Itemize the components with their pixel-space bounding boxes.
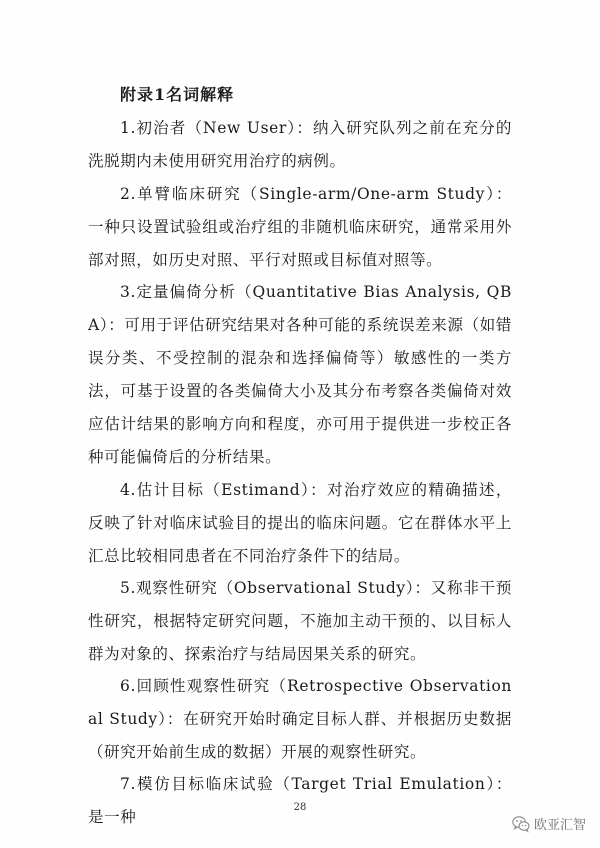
entry-term: 1.初治者（New User）： [120, 119, 313, 137]
watermark [512, 814, 586, 833]
appendix-title: 附录1名词解释 [120, 85, 235, 104]
entry-definition: 是一种 [88, 808, 137, 826]
glossary-entry [88, 572, 512, 671]
glossary-entry [88, 178, 512, 277]
entry-definition: 可用于评估研究结果对各种可能的系统误差来源（如错误分类、不受控制的混杂和选择偏倚等）敏感性的一类方法，可基于设置的各类偏倚大小及其分布考察各类偏倚对效应估计结果的影响方向和程度，亦可用于提供进一步校正各种可能偏倚后的分析结果。 [88, 316, 512, 466]
entry-definition: 一种只设置试验组或治疗组的非随机临床研究，通常采用外部对照，如历史对照、平行对照或目标值对照等。 [88, 218, 512, 269]
entry-definition: 在研究开始时确定目标人群、并根据历史数据（研究开始前生成的数据）开展的观察性研究。 [88, 710, 512, 761]
wechat-icon [512, 816, 530, 832]
glossary-entry [88, 474, 512, 573]
entry-term: 6.回顾性观察性研究（Retrospective Observational Study）： [88, 677, 512, 728]
entry-definition: 又称非干预性研究，根据特定研究问题，不施加主动干预的、以目标人群为对象的、探索治疗与结局因果关系的研究。 [88, 579, 512, 663]
entry-definition: 对治疗效应的精确描述，反映了针对临床试验目的提出的临床问题。它在群体水平上汇总比较相同患者在不同治疗条件下的结局。 [88, 481, 512, 565]
entry-term: 4.估计目标（Estimand）： [120, 481, 328, 499]
glossary-entry [88, 670, 512, 769]
glossary-entry [88, 112, 512, 178]
glossary-entry [88, 276, 512, 474]
entry-term: 3.定量偏倚分析（Quantitative Bias Analysis, QBA）： [88, 283, 512, 334]
entry-definition: 纳入研究队列之前在充分的洗脱期内未使用研究用治疗的病例。 [88, 119, 512, 170]
entry-term: 7.模仿目标临床试验（Target Trial Emulation）： [120, 775, 512, 793]
page-number: 28 [293, 802, 307, 813]
entry-term: 5.观察性研究（Observational Study）： [120, 579, 431, 597]
watermark-text: 欧亚汇智 [533, 818, 586, 833]
entry-term: 2.单臂临床研究（Single-arm/One-arm Study）： [120, 185, 512, 203]
